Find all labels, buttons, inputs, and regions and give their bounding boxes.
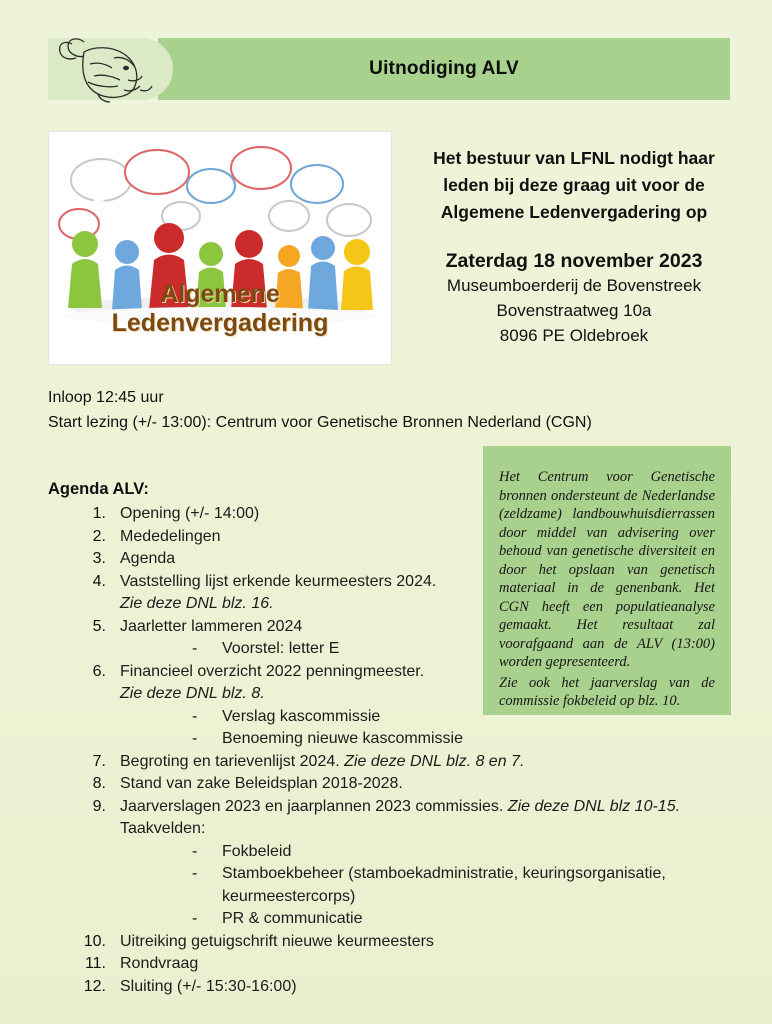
agenda-item-number: 8.: [92, 775, 106, 792]
event-venue: Museumboerderij de Bovenstreek: [446, 276, 702, 295]
agenda-subitem: [120, 863, 738, 908]
agenda-item: [48, 661, 738, 751]
event-date: Zaterdag 18 november 2023: [445, 250, 703, 272]
agenda-item-text: Vaststelling lijst erkende keurmeesters 2024.: [120, 572, 437, 590]
illustration-caption: Algemene Ledenvergadering: [111, 280, 329, 337]
agenda-item-inline-note: Zie deze DNL blz 10-15.: [507, 797, 681, 815]
agenda-item: [48, 571, 738, 616]
agenda-subitem-dash: -: [192, 865, 198, 882]
alv-illustration: [48, 131, 392, 365]
agenda-item-text: Jaarverslagen 2023 en jaarplannen 2023 commissies.: [120, 797, 508, 815]
agenda-subitem-dash: -: [192, 910, 198, 927]
agenda-item: [48, 773, 738, 796]
agenda-list: [48, 503, 738, 998]
agenda-item: [48, 953, 738, 976]
event-city: 8096 PE Oldebroek: [499, 326, 649, 345]
invitation-lead: Het bestuur van LFNL nodigt haar leden bij deze graag uit voor de Algemene Ledenvergadering op: [433, 148, 715, 222]
agenda-item-text: Sluiting (+/- 15:30-16:00): [120, 977, 297, 995]
agenda-item-inline-note: Zie deze DNL blz. 8 en 7.: [344, 752, 525, 770]
document-header: [48, 38, 730, 100]
cgn-paragraph-2: Zie ook het jaarverslag van de commissie fokbeleid op blz. 10.: [499, 674, 715, 709]
agenda-item-number: 10.: [83, 932, 106, 950]
header-band: [158, 38, 730, 100]
agenda-subitem-text: PR & communicatie: [222, 910, 363, 927]
page-title: Uitnodiging ALV: [369, 58, 519, 79]
agenda-item-text: Financieel overzicht 2022 penningmeester.: [120, 662, 425, 680]
agenda-item: [48, 751, 738, 774]
agenda-item-number: 11.: [84, 955, 106, 972]
agenda-subitem-text: Fokbeleid: [222, 842, 292, 860]
agenda-item: [48, 931, 738, 954]
agenda-item-text: Rondvraag: [120, 955, 199, 972]
agenda-item-number: 9.: [92, 797, 106, 815]
invitation-text: [416, 145, 732, 348]
agenda-item-number: 1.: [92, 505, 106, 522]
agenda-item-number: 6.: [92, 662, 106, 680]
agenda-item-note: Zie deze DNL blz. 8.: [120, 685, 265, 702]
agenda-subitem-text: Stamboekbeheer (stamboekadministratie, keuringsorganisatie, keurmeestercorps): [222, 865, 666, 905]
agenda-item: [48, 796, 738, 931]
agenda-item-number: 4.: [92, 572, 106, 590]
agenda-item-subheading: Taakvelden:: [120, 820, 206, 837]
agenda-item-number: 12.: [83, 977, 106, 995]
agenda-subitem-dash: -: [192, 730, 198, 747]
agenda-item-text: Uitreiking getuigschrift nieuwe keurmeesters: [120, 932, 434, 950]
event-street: Bovenstraatweg 10a: [496, 301, 652, 320]
agenda-subitem: [120, 706, 738, 729]
agenda-item-text: Jaarletter lammeren 2024: [120, 617, 303, 635]
agenda-item: [48, 976, 738, 999]
agenda-item-note: Zie deze DNL blz. 16.: [120, 595, 274, 612]
goat-head-logo-icon: [54, 34, 166, 104]
agenda-subitem-dash: -: [192, 640, 198, 657]
agenda-item: [48, 548, 738, 571]
agenda-subitem: [120, 908, 738, 931]
agenda-subitem-text: Verslag kascommissie: [222, 707, 381, 725]
agenda-item-text: Agenda: [120, 550, 176, 567]
schedule-info: [48, 385, 738, 435]
agenda-item-number: 7.: [92, 752, 106, 770]
agenda-item-text: Stand van zake Beleidsplan 2018-2028.: [120, 775, 403, 792]
agenda-subitem: [120, 638, 738, 661]
agenda-subitem-dash: -: [192, 707, 198, 725]
lecture-line: Start lezing (+/- 13:00): Centrum voor Genetische Bronnen Nederland (CGN): [48, 414, 592, 431]
agenda-heading: Agenda ALV:: [48, 480, 149, 498]
agenda-item-number: 5.: [92, 617, 106, 635]
agenda-item: [48, 526, 738, 549]
agenda-subitem: [120, 841, 738, 864]
agenda-subitem-text: Benoeming nieuwe kascommissie: [222, 730, 463, 747]
agenda-item-text: Mededelingen: [120, 527, 221, 545]
agenda-item: [48, 503, 738, 526]
inloop-line: Inloop 12:45 uur: [48, 389, 164, 406]
cgn-paragraph-1: Het Centrum voor Genetische bronnen ondersteunt de Nederlandse (zeldzame) landbouwhuisdierrassen door middel van advisering over behoud van genetische diversiteit en door het opslaan van genetisch materiaal in de genenbank. Het CGN heeft een populatieanalyse gemaakt. Het resultaat zal voorafgaand aan de ALV (13:00) worden gepresenteerd.: [499, 469, 715, 670]
agenda-item-text: Begroting en tarievenlijst 2024.: [120, 752, 345, 770]
hero-section: [48, 131, 732, 363]
agenda-item-text: Opening (+/- 14:00): [120, 505, 260, 522]
agenda-subitem: [120, 728, 738, 751]
agenda-item: [48, 616, 738, 661]
agenda-subitem-dash: -: [192, 842, 198, 860]
agenda-item-number: 2.: [92, 527, 106, 545]
agenda-subitem-text: Voorstel: letter E: [222, 640, 340, 657]
agenda-item-number: 3.: [92, 550, 106, 567]
